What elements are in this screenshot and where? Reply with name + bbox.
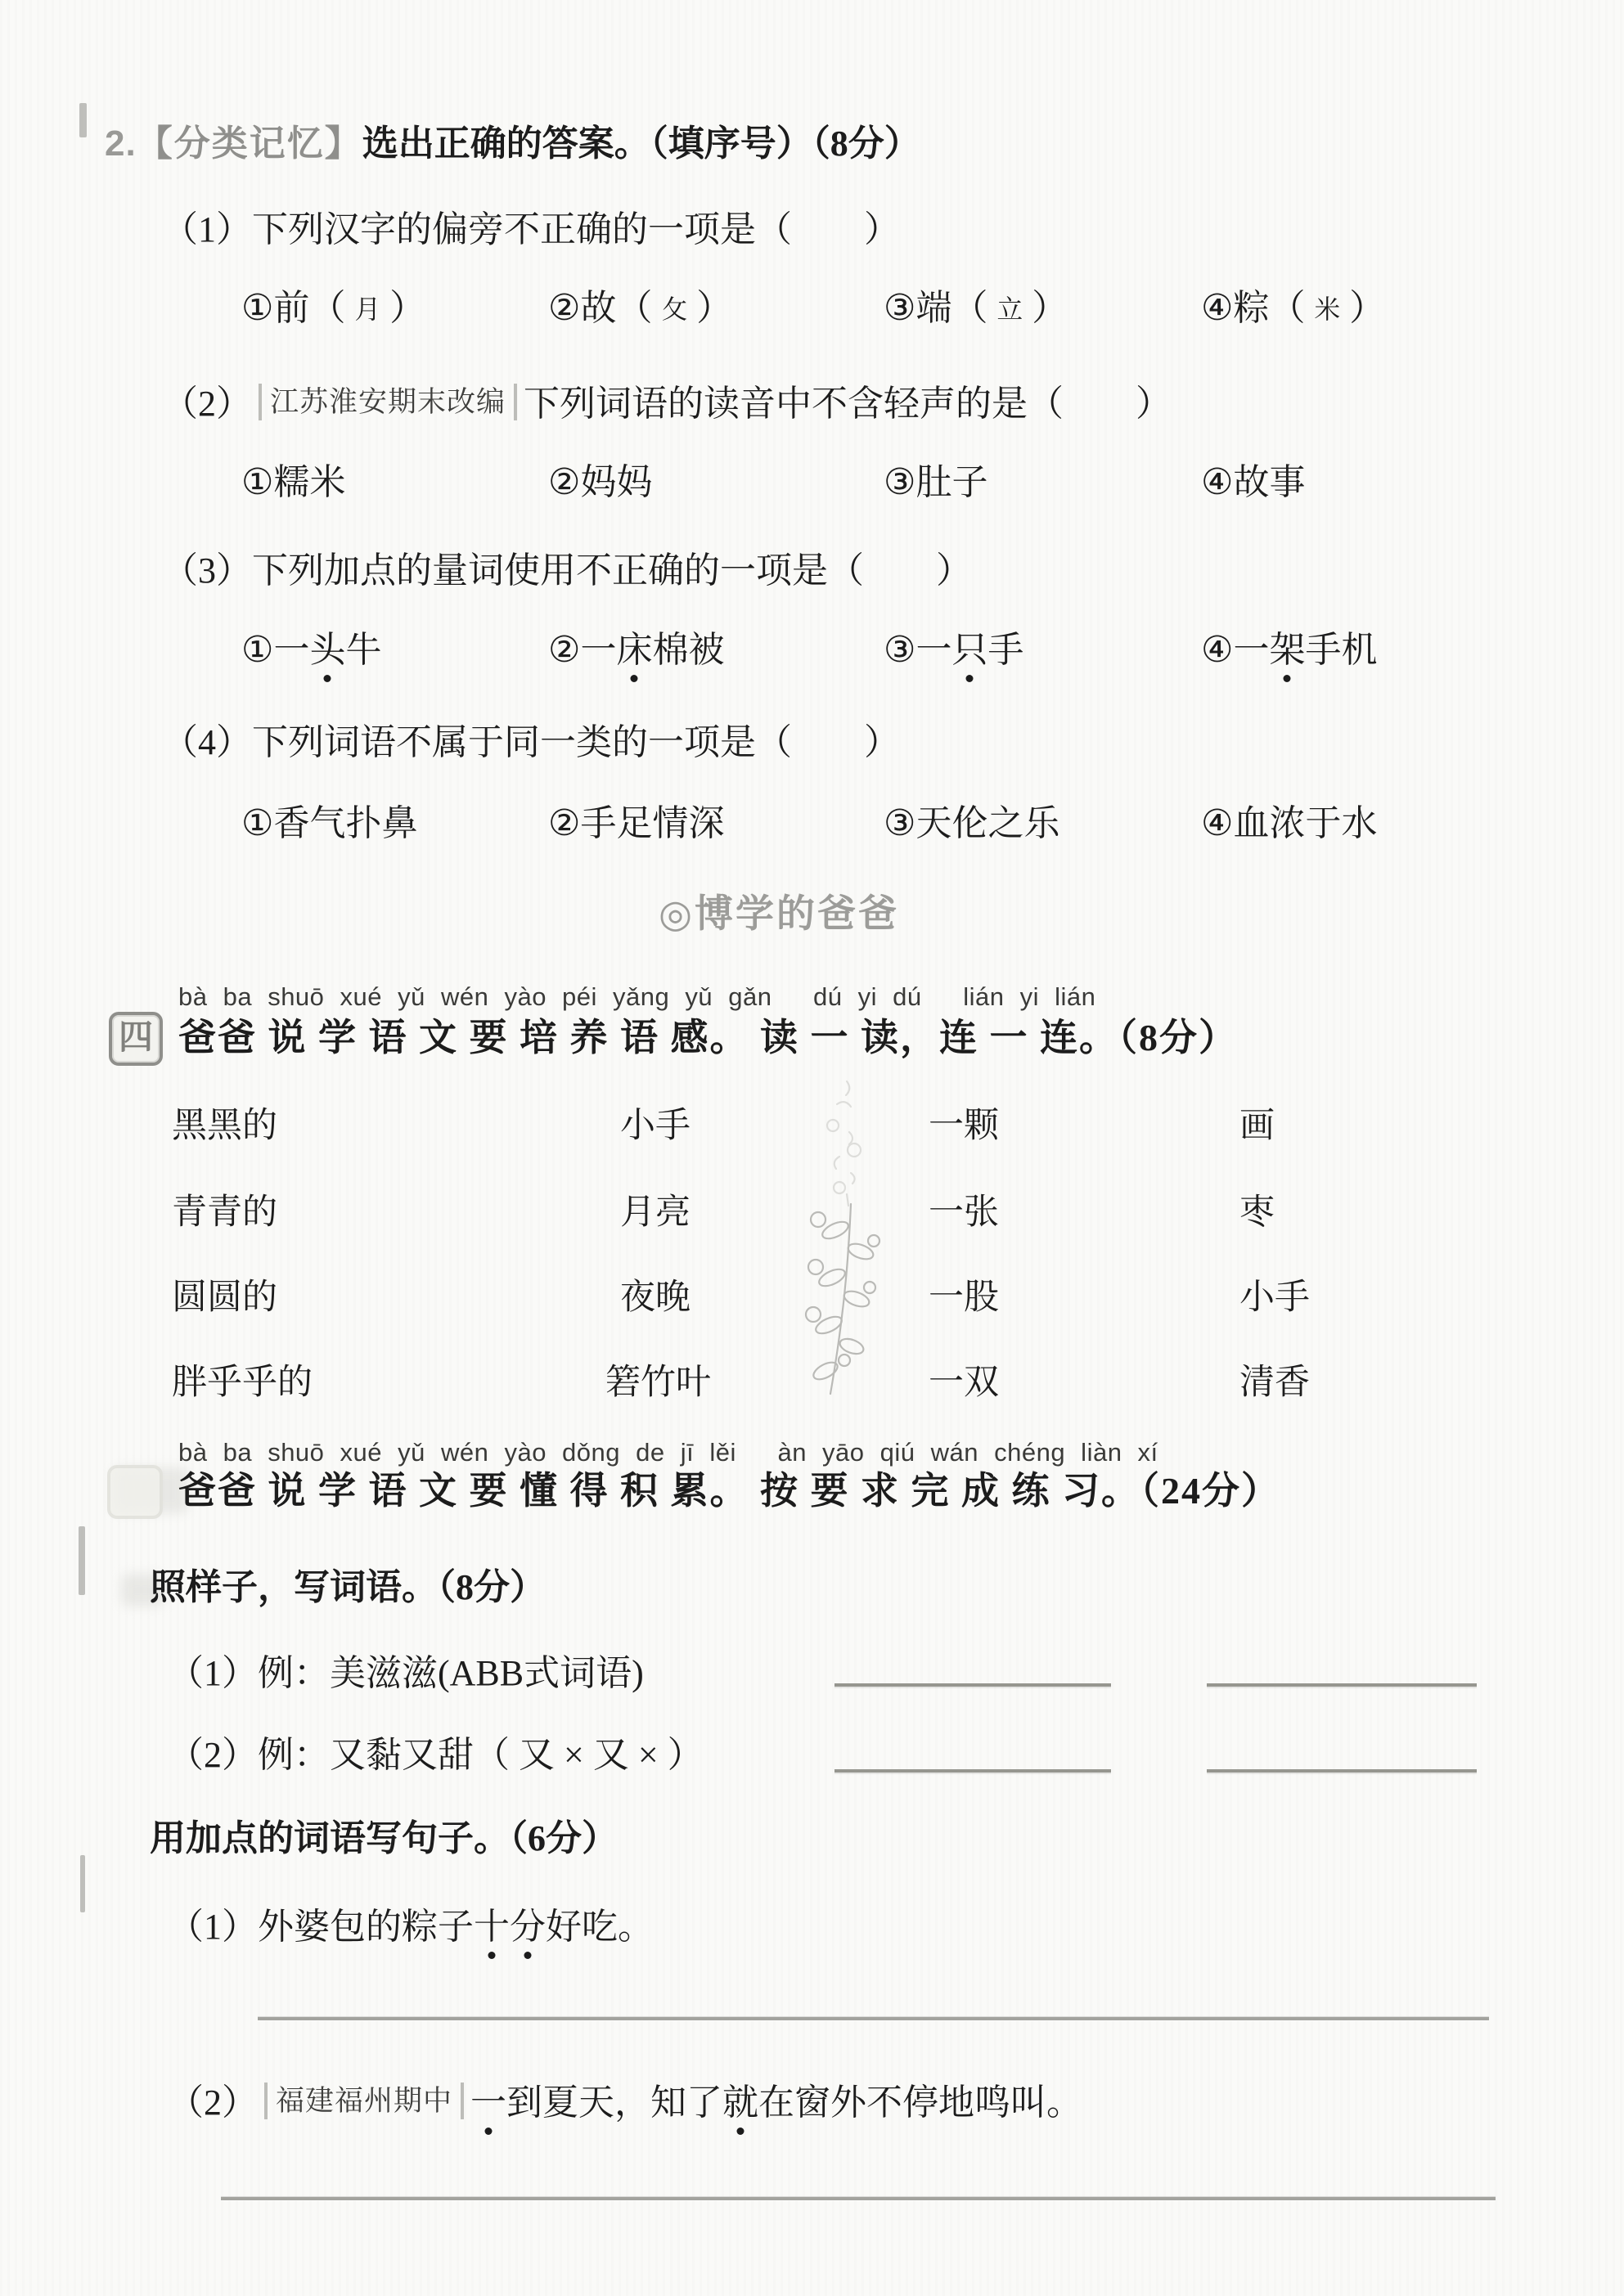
section-4-title: 爸爸 说 学 语 文 要 培 养 语 感。 读 一 读，连 一 连。（8分）	[178, 1017, 1238, 1058]
q2-sub2-number: （2）	[162, 384, 252, 424]
answer-blank	[834, 1769, 1111, 1773]
q2-sub4-option-2: ②手足情深	[548, 803, 725, 843]
q2-sub4-option-1: ①香气扑鼻	[241, 803, 418, 843]
answer-line	[258, 2017, 1489, 2020]
lesson-divider-title: ◎博学的爸爸	[659, 892, 900, 935]
match-measure-4: 一双	[929, 1364, 999, 1402]
q2-sub2-option-1: ①糯米	[241, 462, 346, 502]
q2-sub3-label: （3）下列加点的量词使用不正确的一项是（ ）	[162, 550, 972, 591]
q2-sub1-option-3: ③端（ 立 ）	[884, 288, 1068, 328]
section-4-number-box-icon: 四	[109, 1012, 163, 1066]
match-measure-2: 一张	[929, 1193, 999, 1232]
q2-sub3-option-1: ①一头牛	[241, 630, 382, 670]
match-mid-4: 箬竹叶	[605, 1364, 711, 1402]
match-right-2: 枣	[1239, 1193, 1275, 1232]
match-right-1: 画	[1239, 1107, 1275, 1145]
q2-sub2-option-3: ③肚子	[884, 462, 988, 502]
q5-sentence-2-number: （2）	[168, 2083, 258, 2123]
q2-sub2-label	[162, 383, 1172, 425]
answer-blank	[1207, 1769, 1477, 1773]
q2-sub2-option-4: ④故事	[1201, 462, 1306, 502]
q5-sentence-2-text: 一到夏天，知了就在窗外不停地鸣叫。	[470, 2083, 1083, 2123]
q2-sub2-question: 下列词语的读音中不含轻声的是（ ）	[524, 384, 1172, 424]
section-5-number-box-icon	[107, 1465, 163, 1519]
q2-sub4-option-4: ④血浓于水	[1201, 803, 1378, 843]
question-2-title: 选出正确的答案。（填序号）（8分）	[362, 124, 920, 164]
question-2-category-tag: 【分类记忆】	[136, 124, 362, 164]
match-right-4: 清香	[1239, 1364, 1310, 1402]
q2-sub1-label: （1）下列汉字的偏旁不正确的一项是（ ）	[162, 209, 900, 249]
q5-write-words-example-1: （1）例：美滋滋(ABB式词语)	[168, 1653, 644, 1693]
q5-sentence-1: （1）外婆包的粽子十分好吃。	[168, 1907, 654, 1947]
scan-artifact	[79, 103, 87, 137]
q2-sub3-option-3: ③一只手	[884, 630, 1024, 670]
q5-write-sentence-title: 用加点的词语写句子。（6分）	[150, 1818, 618, 1858]
q2-sub4-label: （4）下列词语不属于同一类的一项是（ ）	[162, 722, 900, 762]
match-measure-3: 一股	[929, 1278, 999, 1317]
answer-line	[221, 2197, 1496, 2200]
match-left-1: 黑黑的	[172, 1107, 277, 1145]
q5-write-words-title: 照样子，写词语。（8分）	[150, 1567, 546, 1607]
q2-sub1-option-2: ②故（ 攵 ）	[548, 288, 733, 328]
question-2-header	[105, 123, 920, 165]
q2-sub1-option-4: ④粽（ 米 ）	[1201, 288, 1386, 328]
scan-artifact	[79, 1526, 85, 1595]
q2-sub2-option-2: ②妈妈	[548, 462, 653, 502]
q5-sentence-2	[168, 2082, 1082, 2124]
q2-sub3-option-4: ④一架手机	[1201, 630, 1378, 670]
answer-blank	[1207, 1683, 1477, 1687]
section-5-title: 爸爸 说 学 语 文 要 懂 得 积 累。 按 要 求 完 成 练 习。（24分）	[178, 1470, 1280, 1512]
match-left-4: 胖乎乎的	[172, 1364, 313, 1402]
match-mid-1: 小手	[620, 1107, 691, 1145]
q2-sub1-option-1: ①前（ 月 ）	[241, 288, 426, 328]
match-mid-2: 月亮	[620, 1193, 691, 1232]
q2-sub2-source-tag: 江苏淮安期末改编	[259, 384, 517, 420]
q5-sentence-2-source-tag: 福建福州期中	[264, 2083, 464, 2119]
match-mid-3: 夜晚	[620, 1278, 691, 1317]
vine-divider-icon	[798, 1073, 888, 1400]
section-5-pinyin: bà ba shuō xué yǔ wén yào dǒng de jī lěi àn yāo qiú wán chéng liàn xí	[178, 1438, 1158, 1467]
match-right-3: 小手	[1239, 1278, 1310, 1317]
match-left-3: 圆圆的	[172, 1278, 277, 1317]
q5-write-words-example-2: （2）例：又黏又甜（ 又 × 又 × ）	[168, 1735, 704, 1775]
scan-artifact	[80, 1855, 85, 1912]
q2-sub3-option-2: ②一床棉被	[548, 630, 725, 670]
section-4-pinyin: bà ba shuō xué yǔ wén yào péi yǎng yǔ gǎn dú yi dú lián yi lián	[178, 982, 1096, 1011]
question-2-number: 2.	[105, 124, 137, 164]
q2-sub4-option-3: ③天伦之乐	[884, 803, 1060, 843]
match-left-2: 青青的	[172, 1193, 277, 1232]
answer-blank	[834, 1683, 1111, 1687]
match-measure-1: 一颗	[929, 1107, 999, 1145]
